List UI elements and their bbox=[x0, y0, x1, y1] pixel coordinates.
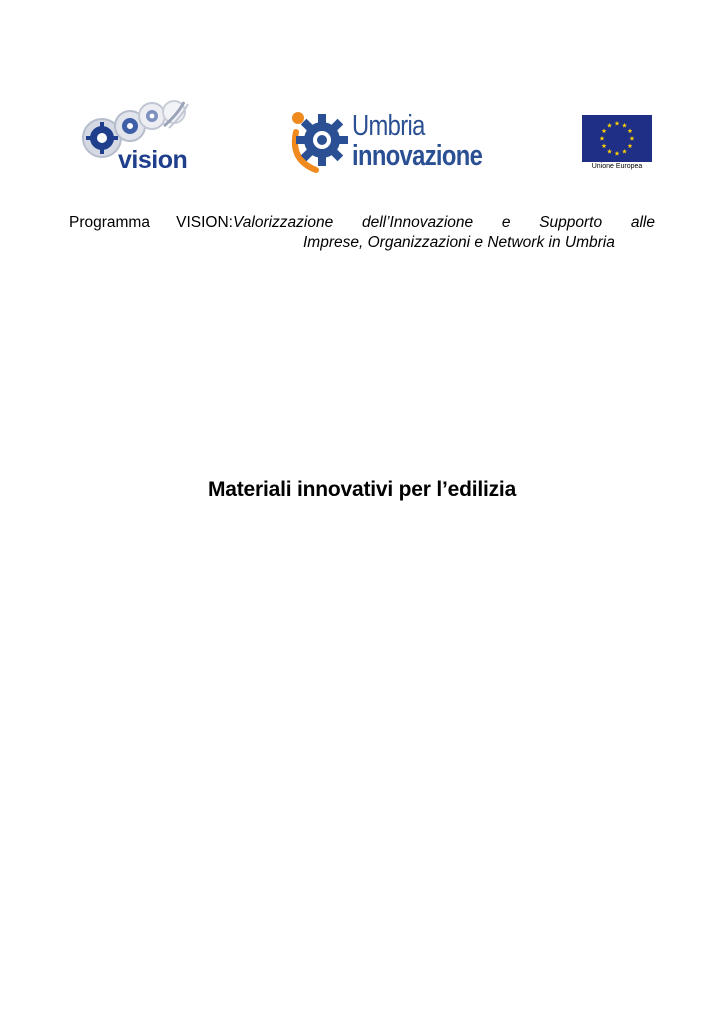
programme-description-line1 bbox=[233, 213, 655, 233]
programme-label bbox=[69, 213, 233, 233]
eu-flag-icon bbox=[582, 115, 652, 162]
document-title: Materiali innovativi per l’edilizia bbox=[207, 478, 517, 501]
desc-word: Supporto bbox=[539, 214, 603, 231]
desc-word: dell’Innovazione bbox=[361, 214, 474, 231]
vision-logo bbox=[78, 100, 196, 176]
umbria-innovazione-logo bbox=[286, 104, 496, 176]
programme-description-line2: Imprese, Organizzazioni e Network in Umbria bbox=[303, 234, 615, 251]
umbria-logo-line1: Umbria bbox=[352, 110, 425, 142]
desc-word: e bbox=[501, 214, 511, 231]
eu-logo bbox=[582, 115, 652, 173]
umbria-logo-line2: innovazione bbox=[352, 140, 483, 172]
programme-label-word: VISION: bbox=[176, 214, 233, 231]
desc-word: Valorizzazione bbox=[233, 214, 334, 231]
desc-word: alle bbox=[630, 214, 655, 231]
programme-description bbox=[233, 213, 655, 253]
vision-logo-text: vision bbox=[118, 146, 188, 174]
programme-label-word: Programma bbox=[69, 214, 150, 231]
eu-caption: Unione Europea bbox=[591, 163, 643, 170]
gear-icon bbox=[286, 104, 356, 176]
